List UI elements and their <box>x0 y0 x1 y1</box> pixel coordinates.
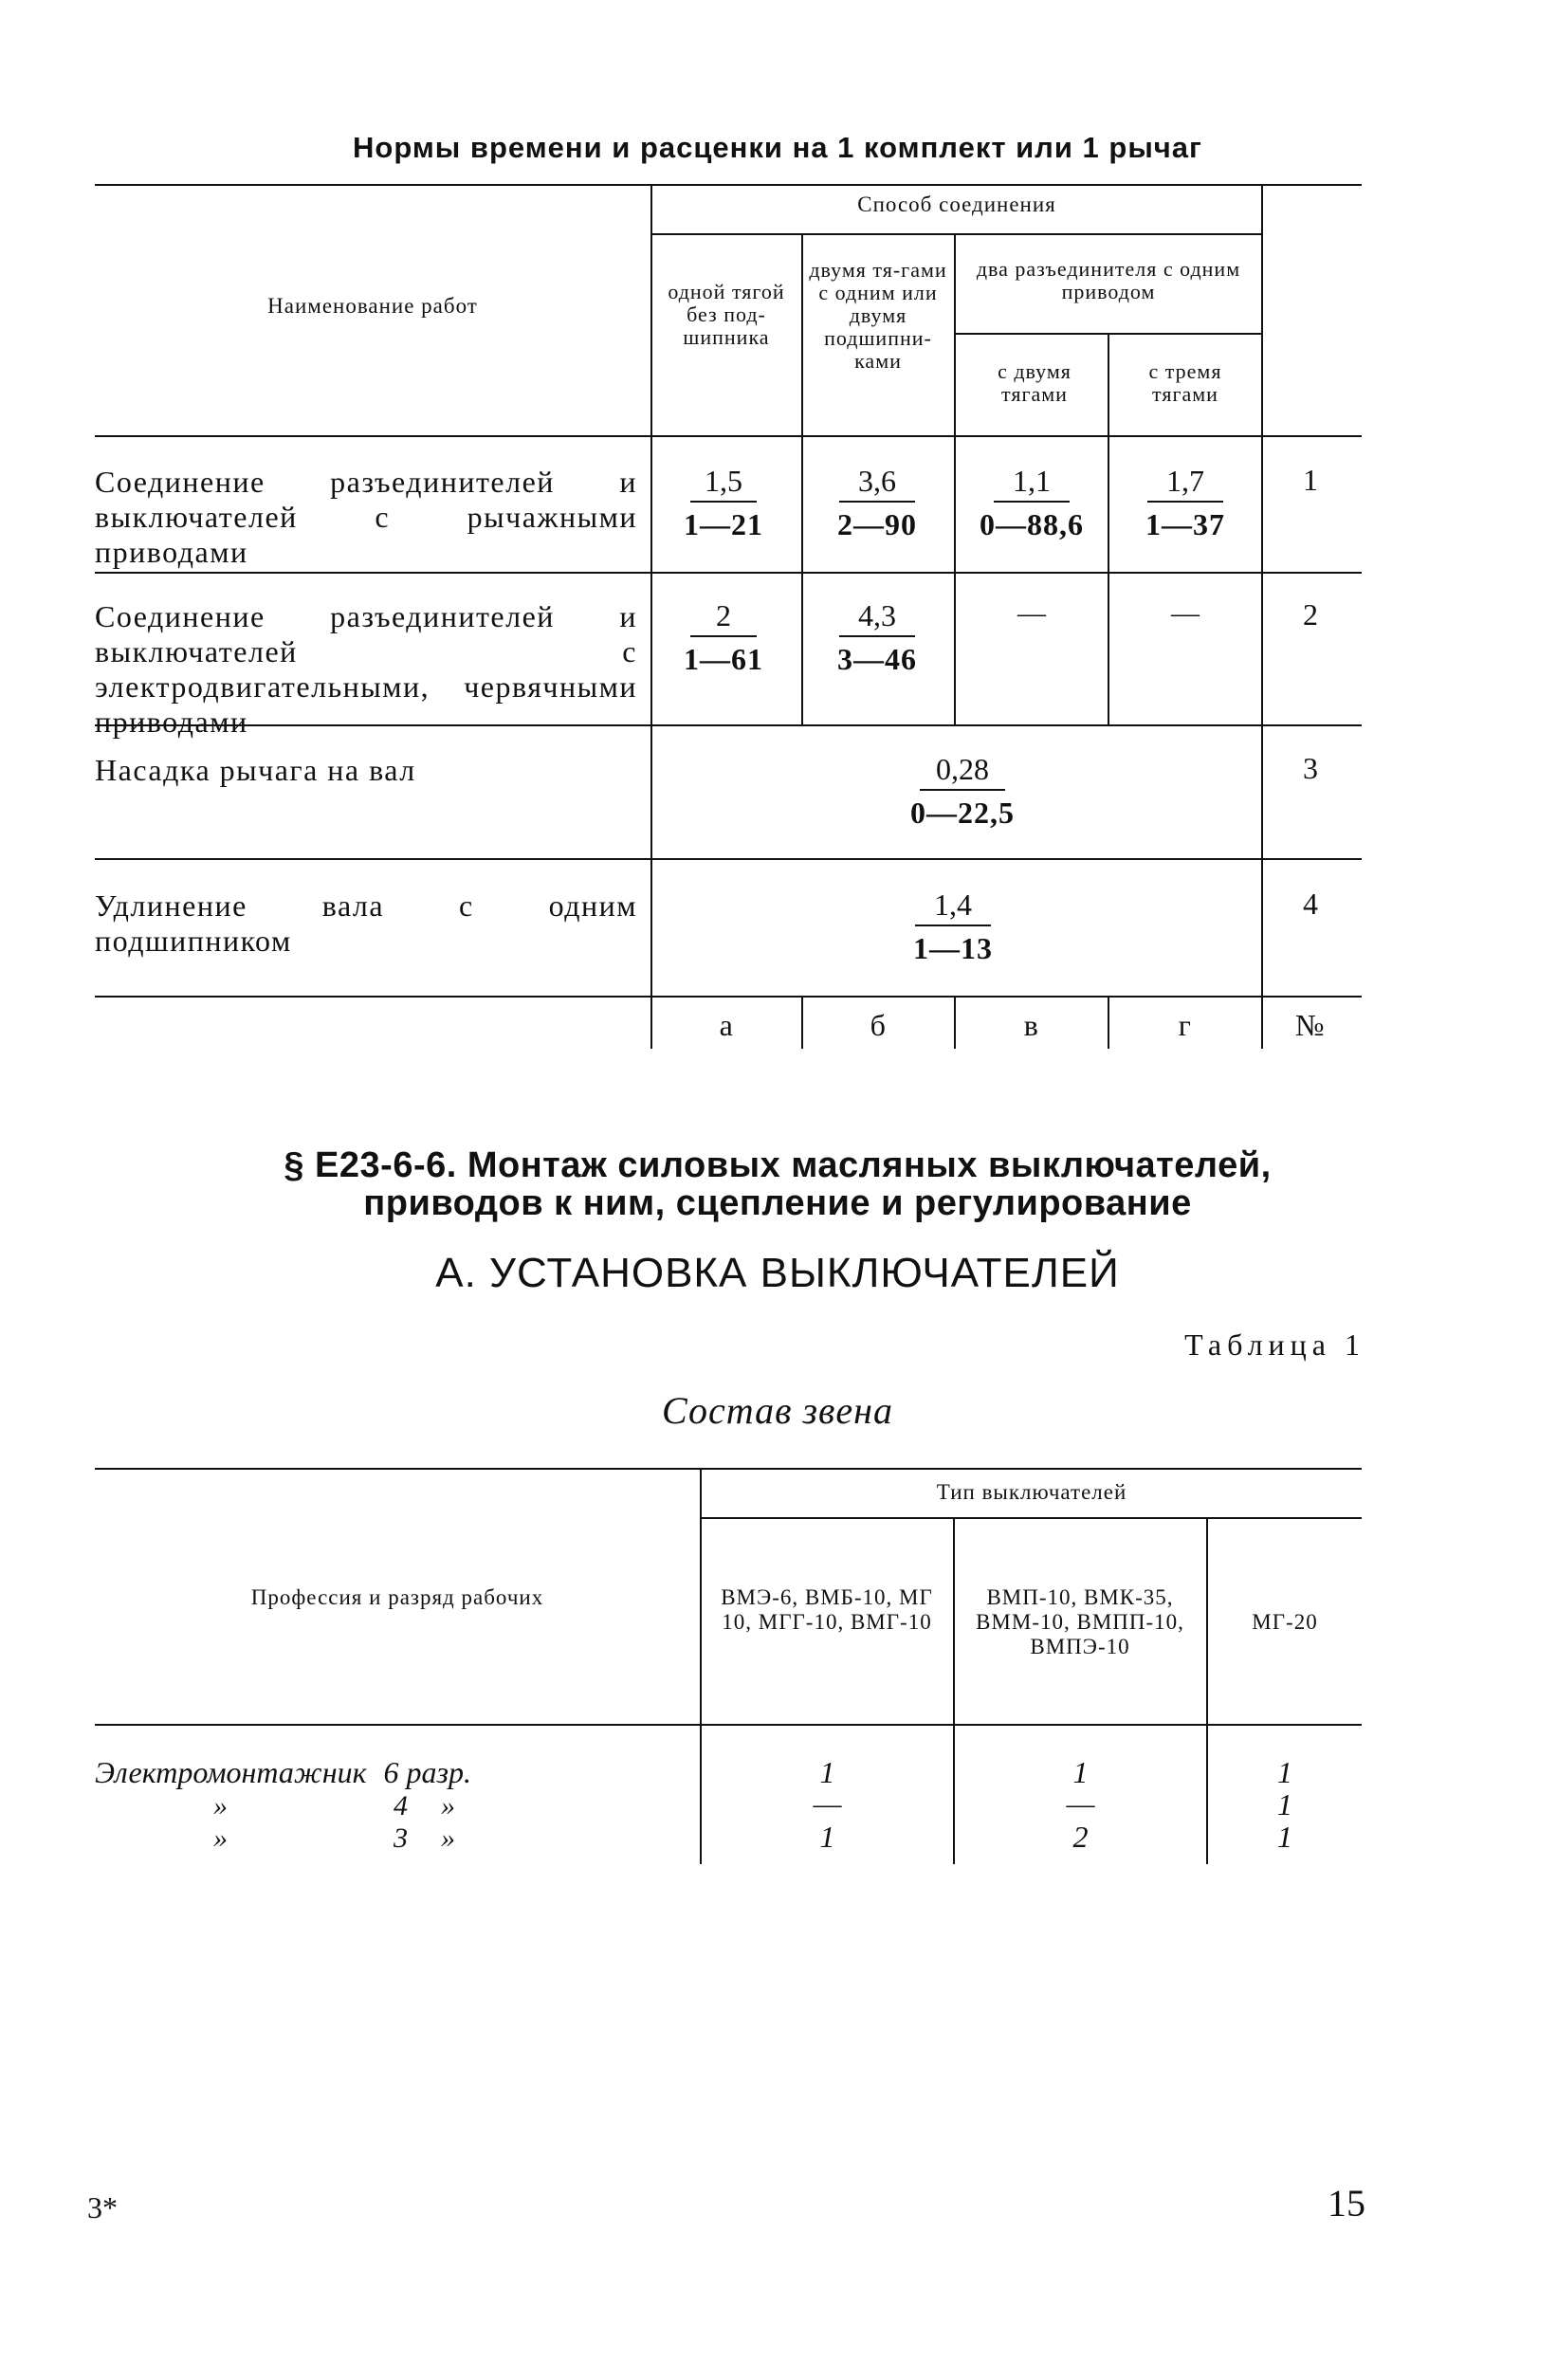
signature-mark: 3* <box>87 2190 118 2224</box>
header-subgroup: два разъединителя с одним приводом <box>976 257 1241 303</box>
table2-row2-c3: 1 <box>1277 1787 1292 1822</box>
col-divider-v <box>954 233 956 725</box>
table2-row3-c1: 1 <box>819 1820 835 1854</box>
section-subtitle: А. УСТАНОВКА ВЫКЛЮЧАТЕЛЕЙ <box>435 1250 1120 1296</box>
table2-row1-prof: Электромонтажник 6 разр. <box>95 1755 472 1789</box>
row2-number: 2 <box>1303 597 1318 632</box>
header-col-v: с двумя тягами <box>998 359 1072 406</box>
row1-a: 1,5 1—21 <box>684 464 763 541</box>
footer-g: г <box>1178 1008 1193 1042</box>
table2-header-prof: Профессия и разряд рабочих <box>250 1585 544 1609</box>
table1-title: Нормы времени и расценки на 1 комплект или 1 рычаг <box>353 131 1202 164</box>
row4-merged: 1,4 1—13 <box>913 888 993 965</box>
header-col-g: с тремя тягами <box>1148 359 1222 406</box>
table1-header-rule <box>95 435 1362 437</box>
col-divider-g <box>1108 333 1109 725</box>
row1-number: 1 <box>1303 463 1318 497</box>
section-title-line1: § Е23-6-6. Монтаж силовых масляных выключателей, <box>284 1145 1272 1185</box>
header-group: Способ соединения <box>857 192 1056 216</box>
row3-name: Насадка рычага на вал <box>95 753 416 787</box>
table2-row1-c1: 1 <box>819 1755 835 1789</box>
col-divider-a <box>650 184 652 1049</box>
header-name-col: Наименование работ <box>267 294 478 318</box>
table2-header-rule <box>95 1724 1362 1726</box>
table1-bottom-rule <box>95 996 1362 998</box>
header-col-b: двумя тя-гами с одним или двумя подшипни-ками <box>809 258 947 373</box>
col-divider-b <box>801 233 803 725</box>
row1-g: 1,7 1—37 <box>1145 464 1225 541</box>
page-number: 15 <box>1328 2182 1365 2224</box>
group-rule <box>650 233 1263 235</box>
row4-name: Удлинение вала с одним подшипником <box>95 888 637 958</box>
row2-g: — <box>1171 597 1200 629</box>
table1-top-rule <box>95 184 1362 186</box>
table2-header-c1: ВМЭ-6, ВМБ-10, МГ 10, МГГ-10, ВМГ-10 <box>721 1585 933 1634</box>
table2-row2-c1: — <box>813 1788 842 1820</box>
table2-group-rule <box>700 1517 1362 1519</box>
footer-b: б <box>870 1008 888 1042</box>
row3-merged: 0,28 0—22,5 <box>910 752 1015 830</box>
row3-rule <box>95 858 1362 860</box>
table2-header-group: Тип выключателей <box>936 1480 1127 1504</box>
table2-row2-c2: — <box>1066 1788 1095 1820</box>
table2-row1-c2: 1 <box>1072 1755 1089 1789</box>
table2-top-rule <box>95 1468 1362 1470</box>
row2-b: 4,3 3—46 <box>837 598 917 676</box>
footer-v: в <box>1023 1008 1040 1042</box>
row1-b: 3,6 2—90 <box>837 464 917 541</box>
row4-number: 4 <box>1303 887 1318 921</box>
section-title-line2: приводов к ним, сцепление и регулирование <box>363 1183 1192 1223</box>
row2-a: 2 1—61 <box>684 598 763 676</box>
table2-header-c2: ВМП-10, ВМК-35, ВММ-10, ВМПП-10, ВМПЭ-10 <box>976 1585 1184 1658</box>
table2-row3-c2: 2 <box>1072 1820 1089 1854</box>
header-col-a: одной тягой без под-шипника <box>668 280 785 349</box>
table2-row3-c3: 1 <box>1277 1820 1292 1854</box>
row1-rule <box>95 572 1362 574</box>
table2-row1-c3: 1 <box>1277 1755 1292 1789</box>
row2-name: Соединение разъединителей и выключателей с электродвигательными, червячными приводами <box>95 599 637 739</box>
row2-v: — <box>1017 597 1046 629</box>
row3-number: 3 <box>1303 751 1318 785</box>
table-label: Таблица 1 <box>1184 1327 1365 1362</box>
row1-name: Соединение разъединителей и выключателей с рычажными приводами <box>95 465 637 569</box>
footer-no: № <box>1294 1008 1327 1042</box>
row1-v: 1,1 0—88,6 <box>980 464 1084 541</box>
table-caption: Состав звена <box>661 1389 893 1432</box>
table2-header-c3: МГ-20 <box>1252 1610 1318 1634</box>
footer-a: а <box>719 1008 735 1042</box>
